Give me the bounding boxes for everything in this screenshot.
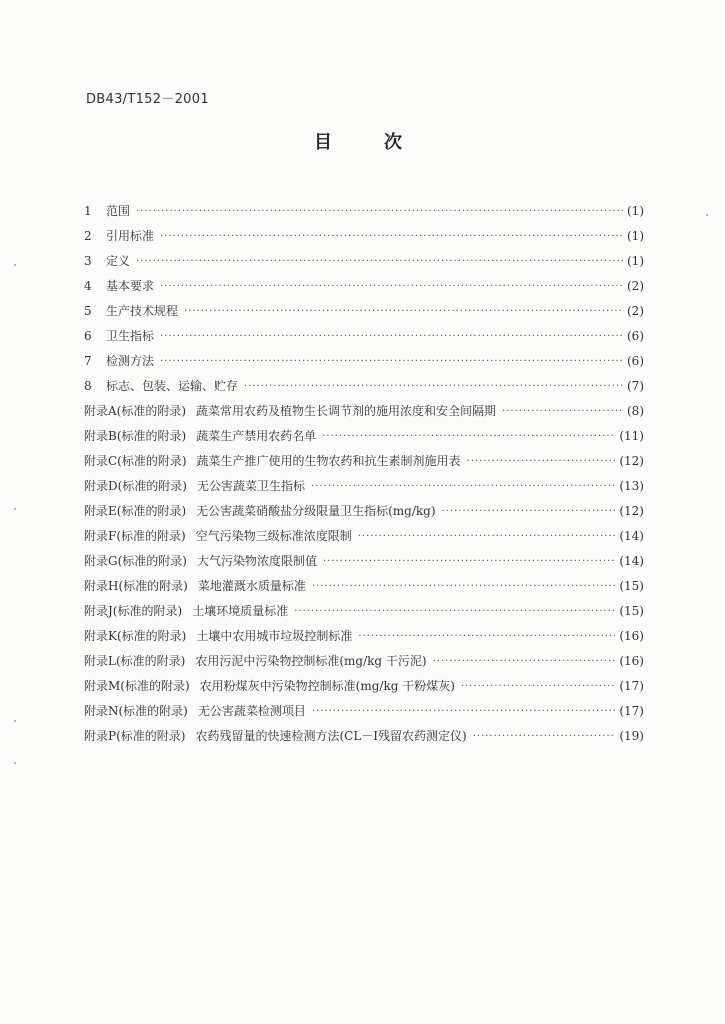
toc-dot-leader — [502, 406, 623, 417]
toc-entry-text: 蔬菜常用农药及植物生长调节剂的施用浓度和安全间隔期 — [196, 404, 497, 418]
toc-entry-text: 农药残留量的快速检测方法(CL－I残留农药测定仪) — [195, 729, 467, 743]
toc-entry-title — [84, 627, 352, 644]
toc-entry-page: (16) — [619, 629, 644, 643]
toc-entry — [84, 202, 644, 227]
toc-entry-appendix-label: 附录B(标准的附录) — [84, 429, 187, 443]
document-code: DB43/T152－2001 — [86, 92, 209, 107]
toc-entry-title — [106, 252, 130, 269]
toc-entry — [84, 602, 644, 627]
toc-entry-page: (7) — [627, 379, 644, 393]
toc-entry — [84, 652, 644, 677]
toc-entry — [84, 527, 644, 552]
toc-entry-title — [106, 377, 238, 394]
toc-entry-title — [84, 652, 427, 669]
toc-entry-title — [106, 327, 154, 344]
toc-entry-text: 卫生指标 — [106, 329, 155, 343]
toc-entry-page: (2) — [627, 304, 644, 318]
toc-entry-page: (17) — [619, 679, 644, 693]
toc-dot-leader — [184, 306, 623, 317]
toc-entry-page: (19) — [619, 729, 644, 743]
toc-entry — [84, 227, 644, 252]
toc-entry-title — [106, 302, 178, 319]
toc-entry-text: 基本要求 — [106, 279, 155, 293]
toc-entry — [84, 277, 644, 302]
toc-entry-text: 农用污泥中污染物控制标准(mg/kg 干污泥) — [195, 654, 427, 668]
toc-dot-leader — [322, 431, 615, 442]
toc-entry-text: 大气污染物浓度限制值 — [196, 554, 317, 568]
toc-entry-title — [84, 402, 496, 419]
toc-entry-text: 生产技术规程 — [106, 304, 179, 318]
toc-entry-title — [84, 527, 352, 544]
toc-entry — [84, 252, 644, 277]
toc-entry-text: 土壤中农用城市垃圾控制标准 — [196, 629, 353, 643]
toc-entry — [84, 327, 644, 352]
toc-entry-page: (11) — [619, 429, 644, 443]
toc-title: 目次 — [314, 132, 454, 153]
toc-entry — [84, 352, 644, 377]
toc-entry-title — [84, 452, 461, 469]
toc-entry-title — [106, 202, 130, 219]
toc-entry — [84, 377, 644, 402]
toc-dot-leader — [467, 456, 616, 467]
toc-entry-text: 无公害蔬菜卫生指标 — [197, 479, 306, 493]
toc-dot-leader — [160, 231, 623, 242]
toc-entry — [84, 502, 644, 527]
toc-entry-title — [84, 427, 316, 444]
toc-entry-text: 蔬菜生产推广使用的生物农药和抗生素制剂施用表 — [196, 454, 461, 468]
toc-dot-leader — [433, 656, 616, 667]
scan-speck — [14, 720, 16, 722]
toc-entry-title — [84, 677, 455, 694]
toc-entry-text: 范围 — [106, 204, 131, 218]
toc-entry-page: (17) — [619, 704, 644, 718]
scan-speck — [14, 508, 16, 510]
toc-entry-title — [84, 552, 317, 569]
toc-entry — [84, 702, 644, 727]
toc-entry-text: 检测方法 — [106, 354, 155, 368]
toc-entry-text: 土壤环境质量标准 — [192, 604, 289, 618]
toc-entry — [84, 677, 644, 702]
scan-speck — [706, 214, 708, 216]
toc-dot-leader — [358, 631, 615, 642]
toc-entry-text: 定义 — [106, 254, 131, 268]
toc-entry-number: 2 — [84, 229, 92, 243]
toc-entry — [84, 727, 644, 752]
toc-dot-leader — [312, 581, 616, 592]
toc-entry-appendix-label: 附录J(标准的附录) — [84, 604, 183, 618]
toc-entry-page: (14) — [619, 529, 644, 543]
toc-dot-leader — [311, 481, 615, 492]
scan-speck — [14, 762, 16, 764]
toc-entry-number: 4 — [84, 279, 92, 293]
toc-entry-number: 3 — [84, 254, 92, 268]
toc-entry-title — [106, 277, 154, 294]
toc-entry-appendix-label: 附录D(标准的附录) — [84, 479, 187, 493]
toc-entry-appendix-label: 附录L(标准的附录) — [84, 654, 186, 668]
toc-dot-leader — [136, 256, 623, 267]
toc-entry-title — [84, 577, 306, 594]
toc-entry-page: (12) — [619, 454, 644, 468]
toc-entry-text: 蔬菜生产禁用农药名单 — [196, 429, 317, 443]
toc-entry-number: 7 — [84, 354, 92, 368]
toc-entry-text: 引用标准 — [106, 229, 155, 243]
toc-entry-appendix-label: 附录E(标准的附录) — [84, 504, 187, 518]
toc-entry-appendix-label: 附录P(标准的附录) — [84, 729, 186, 743]
toc-entry-title — [106, 227, 154, 244]
toc-entry-page: (16) — [619, 654, 644, 668]
table-of-contents — [84, 202, 644, 752]
toc-entry — [84, 477, 644, 502]
toc-entry-title — [84, 702, 306, 719]
toc-entry-appendix-label: 附录F(标准的附录) — [84, 529, 186, 543]
toc-entry-page: (13) — [619, 479, 644, 493]
toc-entry-number: 8 — [84, 379, 92, 393]
toc-entry-number: 1 — [84, 204, 92, 218]
toc-entry-page: (15) — [619, 579, 644, 593]
scan-speck — [14, 264, 16, 266]
toc-entry-page: (8) — [627, 404, 644, 418]
toc-entry-title — [84, 477, 305, 494]
toc-entry-text: 无公害蔬菜检测项目 — [197, 704, 306, 718]
toc-dot-leader — [358, 531, 616, 542]
toc-entry-appendix-label: 附录H(标准的附录) — [84, 579, 188, 593]
toc-dot-leader — [160, 356, 623, 367]
toc-entry-title — [106, 352, 154, 369]
toc-dot-leader — [473, 731, 616, 742]
toc-entry-title — [84, 602, 288, 619]
toc-entry-text: 空气污染物三级标准浓度限制 — [195, 529, 352, 543]
toc-entry — [84, 402, 644, 427]
toc-entry-appendix-label: 附录A(标准的附录) — [84, 404, 187, 418]
toc-entry-page: (1) — [627, 229, 644, 243]
toc-dot-leader — [461, 681, 615, 692]
toc-entry — [84, 427, 644, 452]
toc-entry-text: 农用粉煤灰中污染物控制标准(mg/kg 干粉煤灰) — [199, 679, 455, 693]
toc-entry-appendix-label: 附录K(标准的附录) — [84, 629, 187, 643]
toc-entry-appendix-label: 附录C(标准的附录) — [84, 454, 187, 468]
toc-entry-title — [84, 727, 467, 744]
toc-entry-page: (15) — [619, 604, 644, 618]
toc-entry-text: 无公害蔬菜硝酸盐分级限量卫生指标(mg/kg) — [196, 504, 436, 518]
toc-entry-appendix-label: 附录M(标准的附录) — [84, 679, 190, 693]
toc-entry-page: (6) — [627, 329, 644, 343]
toc-entry-text: 标志、包装、运输、贮存 — [106, 379, 239, 393]
toc-entry-appendix-label: 附录N(标准的附录) — [84, 704, 188, 718]
toc-entry-appendix-label: 附录G(标准的附录) — [84, 554, 187, 568]
toc-entry — [84, 452, 644, 477]
toc-dot-leader — [294, 606, 615, 617]
toc-entry-page: (6) — [627, 354, 644, 368]
toc-entry — [84, 302, 644, 327]
toc-entry-text: 菜地灌溉水质量标准 — [197, 579, 306, 593]
toc-entry-title — [84, 502, 436, 519]
toc-dot-leader — [160, 281, 623, 292]
toc-dot-leader — [160, 331, 623, 342]
toc-dot-leader — [442, 506, 616, 517]
toc-entry-page: (1) — [627, 204, 644, 218]
toc-entry-page: (12) — [619, 504, 644, 518]
toc-entry-page: (14) — [619, 554, 644, 568]
toc-entry-number: 5 — [84, 304, 92, 318]
toc-dot-leader — [244, 381, 623, 392]
toc-entry — [84, 577, 644, 602]
toc-dot-leader — [136, 206, 623, 217]
toc-entry — [84, 552, 644, 577]
toc-dot-leader — [312, 706, 615, 717]
toc-entry — [84, 627, 644, 652]
toc-entry-number: 6 — [84, 329, 92, 343]
toc-dot-leader — [323, 556, 615, 567]
toc-entry-page: (2) — [627, 279, 644, 293]
toc-entry-page: (1) — [627, 254, 644, 268]
